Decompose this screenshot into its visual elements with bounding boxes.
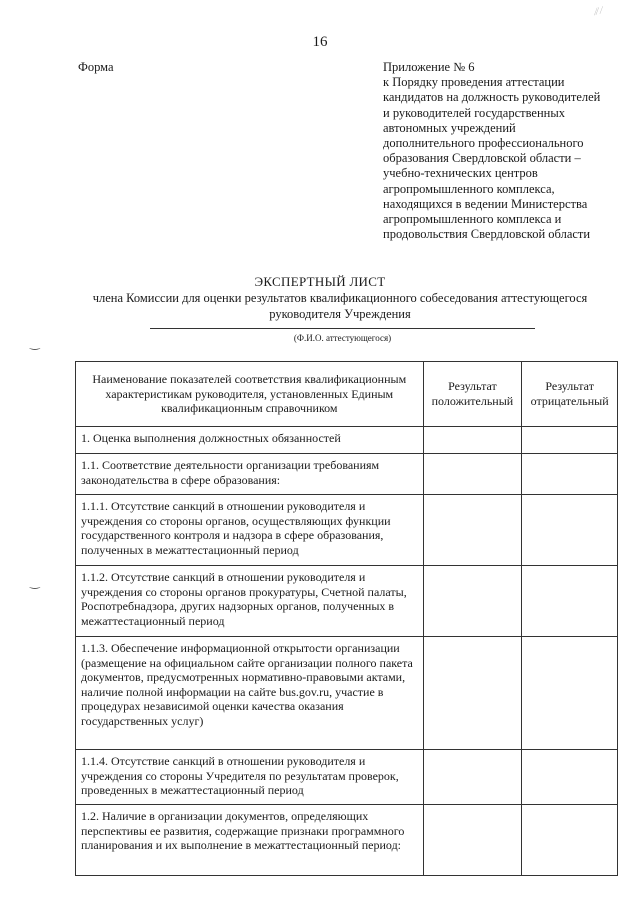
table-row <box>76 495 618 566</box>
positive-result-cell[interactable] <box>423 637 522 750</box>
appendix-line: агропромышленного комплекса и <box>383 212 562 227</box>
negative-result-cell[interactable] <box>522 566 618 637</box>
table-row <box>76 637 618 750</box>
fio-signature-line <box>150 328 535 329</box>
table-row <box>76 750 618 805</box>
page-number: 16 <box>312 34 328 50</box>
appendix-line: Приложение № 6 <box>383 60 475 74</box>
appendix-line: агропромышленного комплекса, <box>383 181 555 196</box>
table-row <box>76 454 618 495</box>
criteria-cell: 1.1.1. Отсутствие санкций в отношении руководителя и учреждения со стороны органов, осуществляющих функции государственного контроля и надзора в сфере образования, полученных в межаттестационный период <box>76 495 424 566</box>
form-label: Форма <box>78 60 114 74</box>
negative-result-cell[interactable] <box>522 750 618 805</box>
positive-result-cell[interactable] <box>423 454 522 495</box>
criteria-cell: 1.1.3. Обеспечение информационной открытости организации (размещение на официальном сайте организации полного пакета документов, предусмотренных нормативно-правовыми актами, наличие полной информации на сайте bus.gov.ru, участие в процедурах независимой оценки качества оказания государственных услуг) <box>76 637 424 750</box>
table-header-row <box>76 362 618 427</box>
negative-result-cell[interactable] <box>522 637 618 750</box>
table-row <box>76 566 618 637</box>
margin-mark: ‿ <box>30 336 40 350</box>
negative-result-cell[interactable] <box>522 427 618 454</box>
positive-result-cell[interactable] <box>423 427 522 454</box>
header-positive: Результат положительный <box>423 362 522 427</box>
corner-scribble: ⁄⁄ ⁄ <box>593 5 604 18</box>
positive-result-cell[interactable] <box>423 750 522 805</box>
appendix-line: и руководителей государственных <box>383 105 566 120</box>
positive-result-cell[interactable] <box>423 566 522 637</box>
appendix-line: образования Свердловской области – <box>383 151 581 166</box>
appendix-line: дополнительного профессионального <box>383 136 584 151</box>
appendix-line: к Порядку проведения аттестации <box>383 75 565 90</box>
margin-mark: ‿ <box>30 575 40 589</box>
appendix-line: автономных учреждений <box>383 120 516 135</box>
fio-caption: (Ф.И.О. аттестующегося) <box>293 333 392 343</box>
document-subtitle: члена Комиссии для оценки результатов квалификационного собеседования аттестующегося руководителя Учреждения <box>92 291 588 321</box>
evaluation-table <box>75 361 618 876</box>
appendix-line: находящихся в ведении Министерства <box>383 196 588 211</box>
criteria-cell: 1.1. Соответствие деятельности организации требованиям законодательства в сфере образования: <box>76 454 424 495</box>
positive-result-cell[interactable] <box>423 805 522 876</box>
negative-result-cell[interactable] <box>522 805 618 876</box>
header-criteria: Наименование показателей соответствия квалификационным характеристикам руководителя, установленных Единым квалификационным справочником <box>76 362 424 427</box>
negative-result-cell[interactable] <box>522 454 618 495</box>
criteria-cell: 1.2. Наличие в организации документов, определяющих перспективы ее развития, содержащие признаки программного планирования и их выполнение в межаттестационный период: <box>76 805 424 876</box>
appendix-block <box>383 60 623 242</box>
criteria-cell: 1.1.2. Отсутствие санкций в отношении руководителя и учреждения со стороны органов прокуратуры, Счетной палаты, Роспотребнадзора, других надзорных органов, полученных в межаттестационный период <box>76 566 424 637</box>
criteria-cell: 1. Оценка выполнения должностных обязанностей <box>76 427 424 454</box>
header-negative: Результат отрицательный <box>522 362 618 427</box>
criteria-cell: 1.1.4. Отсутствие санкций в отношении руководителя и учреждения со стороны Учредителя по результатам проверок, проведенных в межаттестационный период <box>76 750 424 805</box>
appendix-line: учебно-технических центров <box>383 166 538 181</box>
appendix-line: продовольствия Свердловской области <box>383 227 591 242</box>
positive-result-cell[interactable] <box>423 495 522 566</box>
negative-result-cell[interactable] <box>522 495 618 566</box>
appendix-line: кандидатов на должность руководителей <box>383 90 601 105</box>
table-row <box>76 427 618 454</box>
document-title: ЭКСПЕРТНЫЙ ЛИСТ <box>254 274 386 289</box>
table-row <box>76 805 618 876</box>
